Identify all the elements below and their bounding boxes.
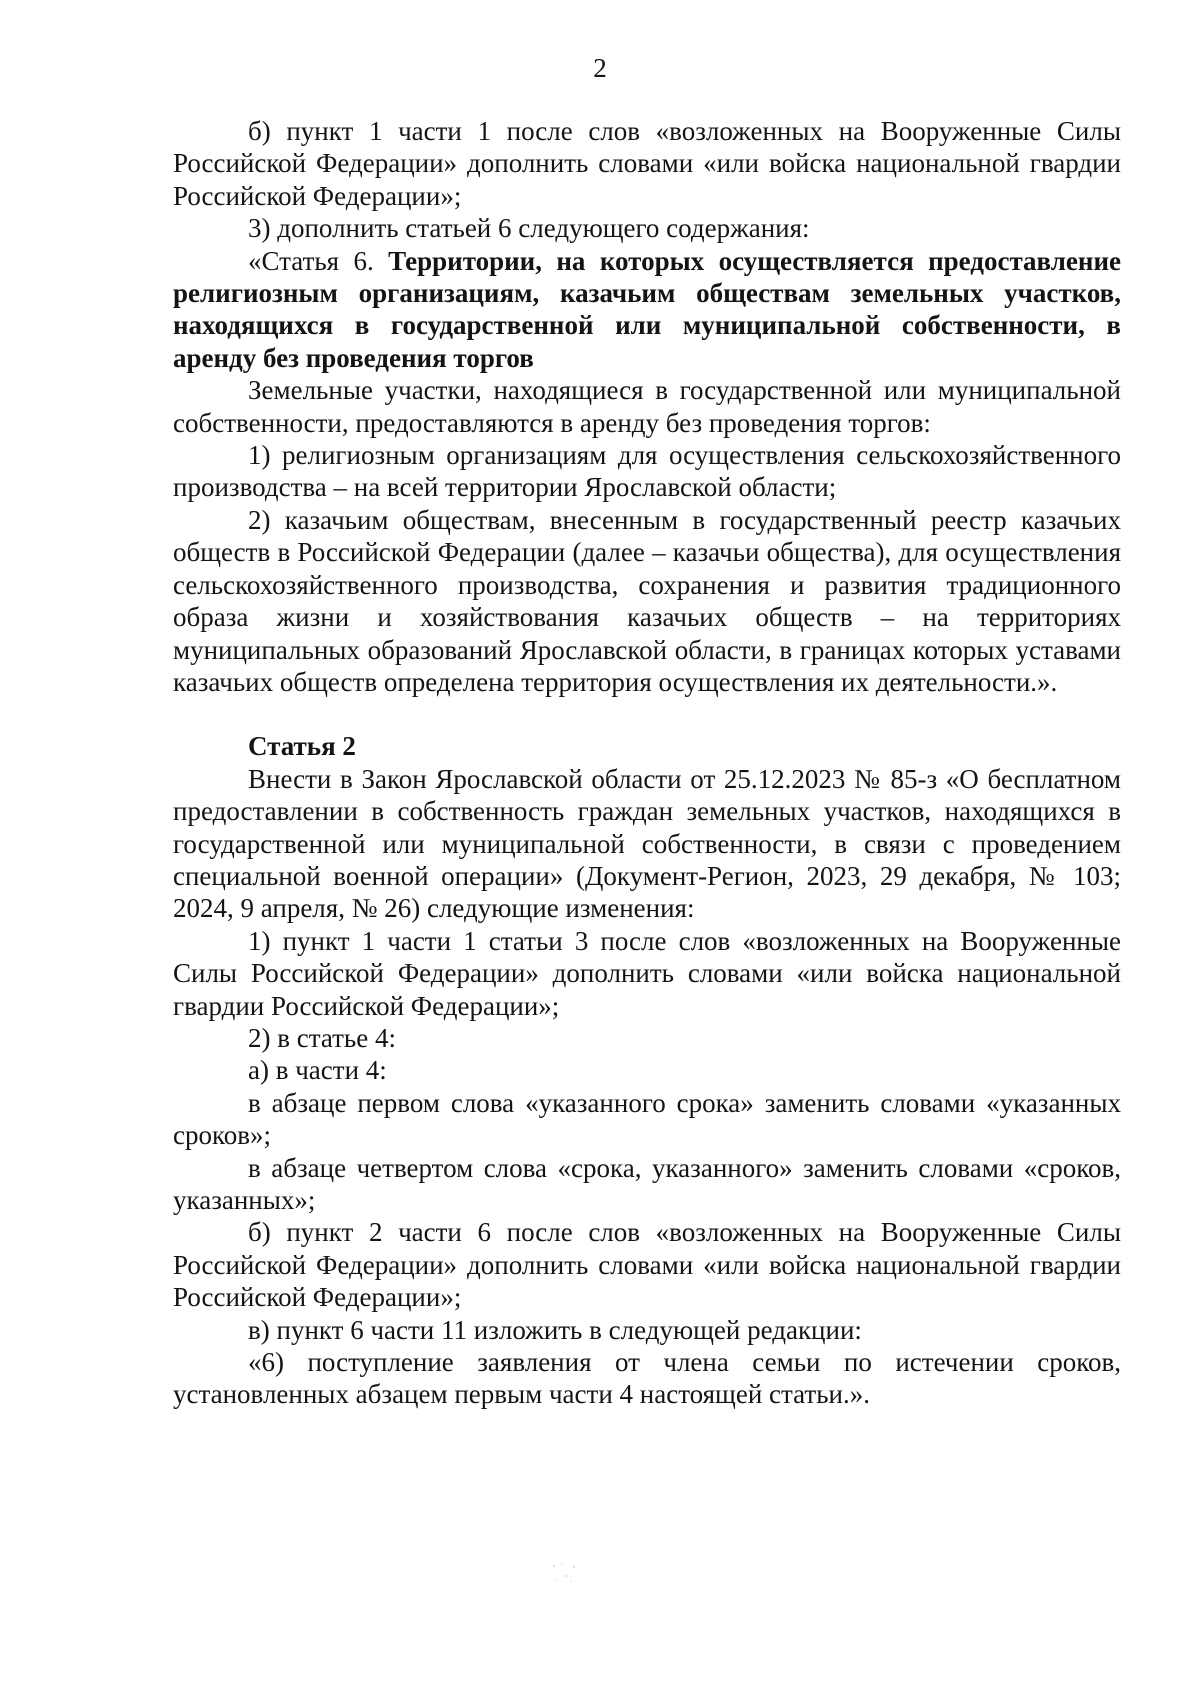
article6-intro: Земельные участки, находящиеся в государственной или муниципальной собственности, предоставляются в аренду без проведения торгов: [173, 375, 1121, 438]
article2-item-2a-para4: в абзаце четвертом слова «срока, указанного» заменить словами «сроков, указанных»; [173, 1152, 1121, 1215]
scan-artifact [548, 1560, 590, 1586]
article2-item-2b: б) пункт 2 части 6 после слов «возложенных на Вооруженные Силы Российской Федерации» дополнить словами «или войска национальной гвардии Российской Федерации»; [173, 1217, 1121, 1313]
document-body [173, 115, 1121, 1411]
page-number: 2 [593, 53, 607, 83]
article6-prefix: «Статья 6. [248, 245, 389, 276]
article2-item-2: 2) в статье 4: [248, 1022, 396, 1053]
article2-item-2a-para1: в абзаце первом слова «указанного срока» заменить словами «указанных сроков»; [173, 1087, 1121, 1151]
article2-intro: Внести в Закон Ярославской области от 25.12.2023 № 85-з «О бесплатном предоставлении в собственность граждан земельных участков, находящихся в государственной или муниципальной собственности, в связи с проведением специальной военной операции» (Документ-Регион, 2023, 29 декабря, № 103; 2024, 9 апреля, № 26) следующие изменения: [173, 763, 1121, 924]
article2-item-2v: в) пункт 6 части 11 изложить в следующей редакции: [248, 1314, 862, 1345]
article6-item-2: 2) казачьим обществам, внесенным в государственный реестр казачьих обществ в Российской Федерации (далее – казачьи общества), для осуществления сельскохозяйственного производства, сохранения и развития традиционного образа жизни и хозяйствования казачьих обществ – на территориях муниципальных образований Ярославской области, в границах которых уставами казачьих обществ определена территория осуществления их деятельности.». [173, 504, 1121, 697]
article2-item-2v-text: «6) поступление заявления от члена семьи по истечении сроков, установленных абзацем первым части 4 настоящей статьи.». [173, 1347, 1121, 1410]
article2-heading: Статья 2 [248, 731, 356, 762]
paragraph-item-b: б) пункт 1 части 1 после слов «возложенных на Вооруженные Силы Российской Федерации» дополнить словами «или войска национальной гвардии Российской Федерации»; [173, 116, 1121, 211]
article2-item-2a: а) в части 4: [248, 1055, 387, 1086]
article6-title: Территории, на которых осуществляется предоставление религиозным организациям, казачьим обществам земельных участков, находящихся в государственной или муниципальной собственности, в аренду без проведения торгов [173, 245, 1121, 373]
article2-item-1: 1) пункт 1 части 1 статьи 3 после слов «возложенных на Вооруженные Силы Российской Федерации» дополнить словами «или войска национальной гвардии Российской Федерации»; [173, 925, 1121, 1021]
article6-heading [173, 245, 1121, 375]
article6-item-1: 1) религиозным организациям для осуществления сельскохозяйственного производства – на всей территории Ярославской области; [173, 440, 1121, 503]
paragraph-item-3: 3) дополнить статьей 6 следующего содержания: [248, 213, 810, 244]
